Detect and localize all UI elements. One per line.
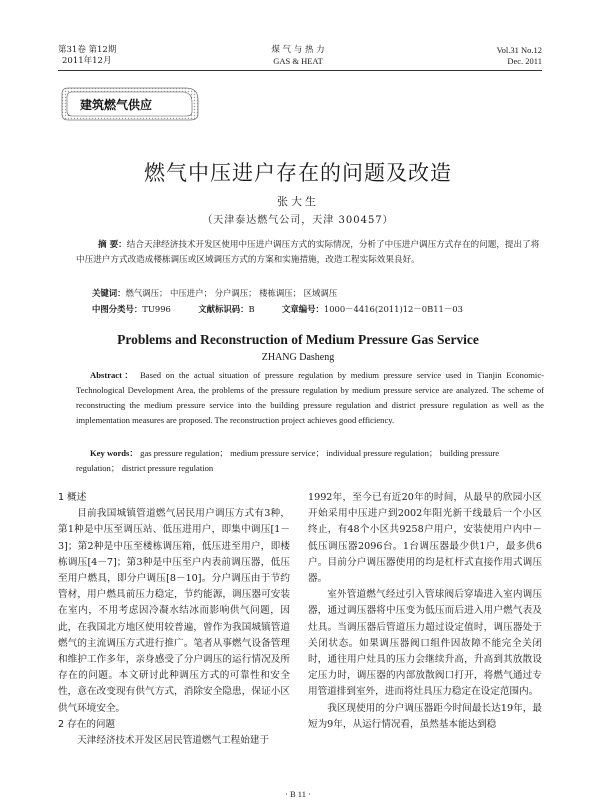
body-paragraph: 室外管道燃气经过引入管球阀后穿墙进入室内调压器，通过调压器将中压变为低压而后进入用户燃气表及灶具。当调压器后管道压力超过设定值时，调压器处于关闭状态。如果调压器阀口组件因故障不能完全关闭时，通往用户灶具的压力会继续升高，升高到其放散设定压力时，调压器的内部放散阀口打开，将燃气通过专用管道排到室外，进而将灶具压力稳定在设定范围内。 bbox=[308, 589, 542, 698]
clc-label: 中图分类号： bbox=[92, 304, 143, 314]
abstract-cn bbox=[76, 238, 542, 268]
author-name-cn: 张大生 bbox=[277, 195, 319, 208]
article-number-label: 文章编号： bbox=[281, 304, 324, 314]
page-number: · B 11 · bbox=[285, 789, 311, 799]
keywords-en-text: gas pressure regulation； medium pressure service； individual pressure regulation； building pressure regulation； district pressure regulation bbox=[76, 448, 500, 473]
keywords-cn bbox=[92, 287, 337, 300]
keywords-en-label: Key words： bbox=[90, 448, 138, 458]
keywords-cn-label: 关键词： bbox=[92, 288, 126, 298]
abstract-cn-text: 结合天津经济技术开发区使用中压进户调压方式的实际情况，分析了中压进户调压方式存在的问题，提出了将中压进户方式改造成楼栋调压或区域调压方式的方案和实施措施，改造工程实际效果良好。 bbox=[76, 240, 540, 265]
volume-issue: 第31卷 第12期 bbox=[58, 45, 117, 55]
article-number-value: 1000－4416(2011)12－0B11－03 bbox=[323, 304, 463, 314]
journal-name-cn: 煤 气 与 热 力 bbox=[271, 45, 325, 55]
body-paragraph: 天津经济技术开发区居民管道燃气工程始建于 bbox=[77, 735, 270, 747]
doc-code-label: 文献标识码： bbox=[198, 304, 249, 314]
doc-code-value: B bbox=[248, 304, 255, 314]
abstract-en-label: Abstract： bbox=[90, 370, 136, 380]
abstract-en bbox=[76, 368, 544, 428]
keywords-cn-text: 燃气调压； 中压进户； 分户调压； 楼栋调压； 区域调压 bbox=[125, 288, 338, 298]
journal-name-en: GAS & HEAT bbox=[273, 56, 323, 66]
classification-line bbox=[92, 303, 463, 316]
section-badge-label: 建筑燃气供应 bbox=[80, 98, 153, 112]
article-title-en: Problems and Reconstruction of Medium Pressure Gas Service bbox=[117, 332, 479, 347]
header-right bbox=[442, 45, 542, 67]
body-paragraph: 我区现使用的分户调压器距今时间最长达19年，最短为9年，从运行情况看，虽然基本能达到稳 bbox=[308, 702, 542, 730]
keywords-en bbox=[76, 446, 544, 476]
abstract-en-text: Based on the actual situation of pressure regulation by medium pressure service used in Tianjin Economic-Technological Development Area, the problems of the pressure regulation by medium pressure service are analyzed. The scheme of reconstructing the medium pressure service into the building pressure regulation and district pressure regulation as well as the implementation measures are proposed. The reconstruction project achieves good efficiency. bbox=[76, 370, 544, 425]
section-heading-2: 2 存在的问题 bbox=[58, 718, 116, 730]
section-badge bbox=[58, 84, 206, 124]
body-column-right bbox=[308, 490, 542, 733]
abstract-cn-label: 摘 要： bbox=[98, 240, 127, 250]
author-name-en: ZHANG Dasheng bbox=[261, 352, 335, 363]
body-paragraph: 1992年，至今已有近20年的时间，从最早的欣园小区开始采用中压进户到2002年阳光新干线最后一个小区终止，有48个小区共9258户用户，安装使用户内中－低压调压器2096台。1台调压器最少供1户，最多供6户。目前分户调压器使用的均是杠杆式直接作用式调压器。 bbox=[308, 492, 542, 585]
volume-number-en: Vol.31 No.12 bbox=[496, 45, 542, 55]
body-column-left bbox=[58, 490, 290, 749]
article-title-cn: 燃气中压进户存在的问题及改造 bbox=[144, 161, 452, 185]
author-affiliation-cn: （天津泰达燃气公司，天津 300457） bbox=[202, 215, 394, 226]
header-rule bbox=[58, 70, 542, 71]
date-en: Dec. 2011 bbox=[507, 56, 542, 66]
body-paragraph: 目前我国城镇管道燃气居民用户调压方式有3种，第1种是中压至调压站、低压进用户，即集中调压[1－3]；第2种是中压至楼栋调压箱，低压进至用户，即楼栋调压[4－7]；第3种是中压至户内表前调压器，低压至用户燃具，即分户调压[8－10]。分户调压由于节约管材，用户燃具前压力稳定，节约能源，调压器可安装在室内，不用考虑因冷凝水结冰而影响供气问题，因此，在我国北方地区使用较普遍，曾作为我国城镇管道燃气的主流调压方式进行推广。笔者从事燃气设备管理和维护工作多年，亲身感受了分户调压的运行情况及所存在的问题。本文研讨此种调压方式的可靠性和安全性，意在改变现有供气方式，消除安全隐患，保证小区供气环境安全。 bbox=[58, 508, 290, 714]
section-heading-1: 1 概述 bbox=[58, 492, 87, 503]
clc-value: TU996 bbox=[142, 304, 171, 314]
issue-date: 2011年12月 bbox=[62, 56, 112, 66]
